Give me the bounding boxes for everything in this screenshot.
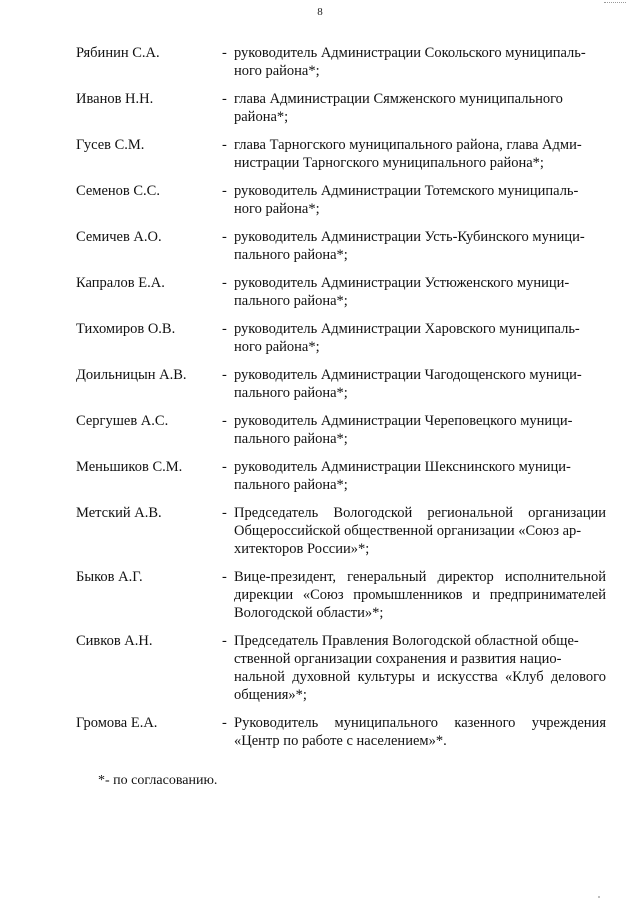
member-entry: [76, 320, 606, 356]
member-name: Громова Е.А.: [76, 715, 158, 731]
member-role: Председатель Вологодской региональной организации Общероссийской общественной организации «Союз ар- хитекторов России»*;: [234, 505, 606, 557]
page-number: 8: [317, 6, 323, 18]
member-role: руководитель Администрации Харовского муниципаль- ного района*;: [234, 321, 580, 355]
member-entry: [76, 632, 606, 704]
member-role: глава Тарногского муниципального района, глава Адми- нистрации Тарногского муниципального района*;: [234, 137, 582, 171]
member-name: Семенов С.С.: [76, 183, 160, 199]
member-role: руководитель Администрации Тотемского муниципаль- ного района*;: [234, 183, 579, 217]
member-dash: -: [222, 367, 227, 383]
scan-corner-mark: [604, 2, 626, 6]
member-role: Председатель Правления Вологодской областной обще- ственной организации сохранения и развития нацио- нальной духовной культуры и искусства «Клуб делового общения»*;: [234, 633, 606, 703]
scan-speck: [598, 896, 600, 898]
member-name: Доильницын А.В.: [76, 367, 187, 383]
member-entry: [76, 412, 606, 448]
member-name: Гусев С.М.: [76, 137, 145, 153]
member-role: руководитель Администрации Усть-Кубинского муници- пального района*;: [234, 229, 585, 263]
member-entry: [76, 568, 606, 622]
member-dash: -: [222, 229, 227, 245]
member-dash: -: [222, 275, 227, 291]
member-dash: -: [222, 321, 227, 337]
member-dash: -: [222, 413, 227, 429]
member-name: Капралов Е.А.: [76, 275, 165, 291]
member-name: Иванов Н.Н.: [76, 91, 154, 107]
member-dash: -: [222, 459, 227, 475]
member-role: Вице-президент, генеральный директор исполнительной дирекции «Союз промышленников и предпринимателей Вологодской области»*;: [234, 569, 606, 621]
member-list: [76, 44, 606, 760]
member-dash: -: [222, 569, 227, 585]
member-dash: -: [222, 505, 227, 521]
member-entry: [76, 274, 606, 310]
member-entry: [76, 714, 606, 750]
member-name: Рябинин С.А.: [76, 45, 160, 61]
member-role: глава Администрации Сямженского муниципального района*;: [234, 91, 563, 125]
member-dash: -: [222, 183, 227, 199]
member-role: руководитель Администрации Сокольского муниципаль- ного района*;: [234, 45, 586, 79]
member-name: Меньшиков С.М.: [76, 459, 183, 475]
member-name: Сергушев А.С.: [76, 413, 169, 429]
member-name: Метский А.В.: [76, 505, 162, 521]
member-name: Тихомиров О.В.: [76, 321, 176, 337]
member-dash: -: [222, 633, 227, 649]
member-name: Семичев А.О.: [76, 229, 162, 245]
member-dash: -: [222, 91, 227, 107]
member-entry: [76, 90, 606, 126]
member-entry: [76, 136, 606, 172]
member-entry: [76, 228, 606, 264]
member-role: руководитель Администрации Череповецкого муници- пального района*;: [234, 413, 573, 447]
member-role: руководитель Администрации Чагодощенского муници- пального района*;: [234, 367, 582, 401]
member-role: руководитель Администрации Шекснинского муници- пального района*;: [234, 459, 571, 493]
member-entry: [76, 44, 606, 80]
member-dash: -: [222, 715, 227, 731]
member-role: Руководитель муниципального казенного учреждения «Центр по работе с населением»*.: [234, 715, 606, 749]
member-name: Быков А.Г.: [76, 569, 143, 585]
member-role: руководитель Администрации Устюженского муници- пального района*;: [234, 275, 570, 309]
member-entry: [76, 458, 606, 494]
footnote: *- по согласованию.: [98, 773, 218, 788]
member-name: Сивков А.Н.: [76, 633, 153, 649]
member-entry: [76, 504, 606, 558]
member-entry: [76, 182, 606, 218]
member-dash: -: [222, 45, 227, 61]
member-entry: [76, 366, 606, 402]
member-dash: -: [222, 137, 227, 153]
